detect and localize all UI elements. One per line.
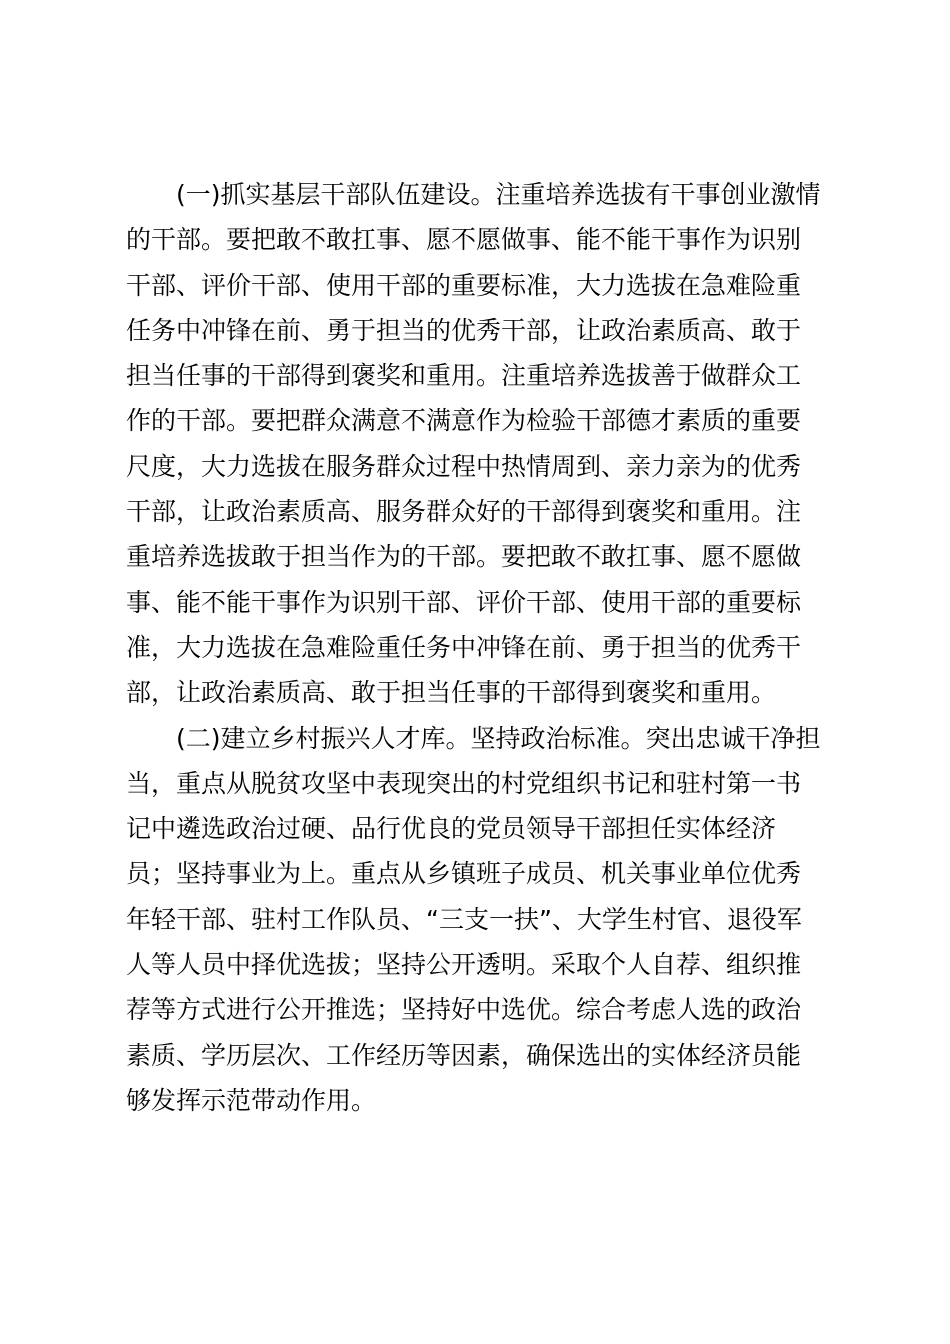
- paragraph-2-line-3: 记中遴选政治过硬、品行优良的党员领导干部担任实体经济: [126, 814, 777, 844]
- paragraph-1-line-11: 准，大力选拔在急难险重任务中冲锋在前、勇于担当的优秀干: [126, 632, 802, 662]
- paragraph-1-line-10: 事、能不能干事作为识别干部、评价干部、使用干部的重要标: [126, 587, 802, 617]
- document-body: [126, 172, 826, 1123]
- paragraph-2-line-6: 人等人员中择优选拔；坚持公开透明。采取个人自荐、组织推: [126, 950, 802, 980]
- paragraph-1-line-6: 作的干部。要把群众满意不满意作为检验干部德才素质的重要: [126, 406, 802, 436]
- paragraph-1-line-9: 重培养选拔敢于担当作为的干部。要把敢不敢扛事、愿不愿做: [126, 542, 802, 572]
- paragraph-1-line-4: 任务中冲锋在前、勇于担当的优秀干部，让政治素质高、敢于: [126, 315, 802, 345]
- paragraph-1-line-7: 尺度，大力选拔在服务群众过程中热情周到、亲力亲为的优秀: [126, 451, 802, 481]
- paragraph-1-line-3: 干部、评价干部、使用干部的重要标准，大力选拔在急难险重: [126, 270, 802, 300]
- paragraph-1: [126, 172, 826, 716]
- paragraph-2-line-1: (二)建立乡村振兴人才库。坚持政治标准。突出忠诚干净担: [176, 723, 821, 753]
- paragraph-1-line-8: 干部，让政治素质高、服务群众好的干部得到褒奖和重用。注: [126, 497, 802, 527]
- paragraph-1-line-1: (一)抓实基层干部队伍建设。注重培养选拔有干事创业激情: [176, 180, 821, 209]
- paragraph-1-line-5: 担当任事的干部得到褒奖和重用。注重培养选拔善于做群众工: [126, 361, 802, 391]
- paragraph-2-line-8: 素质、学历层次、工作经历等因素，确保选出的实体经济员能: [126, 1040, 802, 1070]
- paragraph-2-line-5: 年轻干部、驻村工作队员、“三支一扶”、大学生村官、退役军: [126, 904, 802, 934]
- paragraph-1-line-12: 部，让政治素质高、敢于担当任事的干部得到褒奖和重用。: [126, 678, 777, 708]
- paragraph-1-line-2: 的干部。要把敢不敢扛事、愿不愿做事、能不能干事作为识别: [126, 225, 802, 255]
- paragraph-2: [126, 716, 826, 1124]
- paragraph-2-line-2: 当，重点从脱贫攻坚中表现突出的村党组织书记和驻村第一书: [126, 768, 802, 798]
- paragraph-2-line-7: 荐等方式进行公开推选；坚持好中选优。综合考虑人选的政治: [126, 995, 802, 1025]
- paragraph-2-line-4: 员；坚持事业为上。重点从乡镇班子成员、机关事业单位优秀: [126, 859, 802, 889]
- paragraph-2-line-9: 够发挥示范带动作用。: [126, 1085, 377, 1115]
